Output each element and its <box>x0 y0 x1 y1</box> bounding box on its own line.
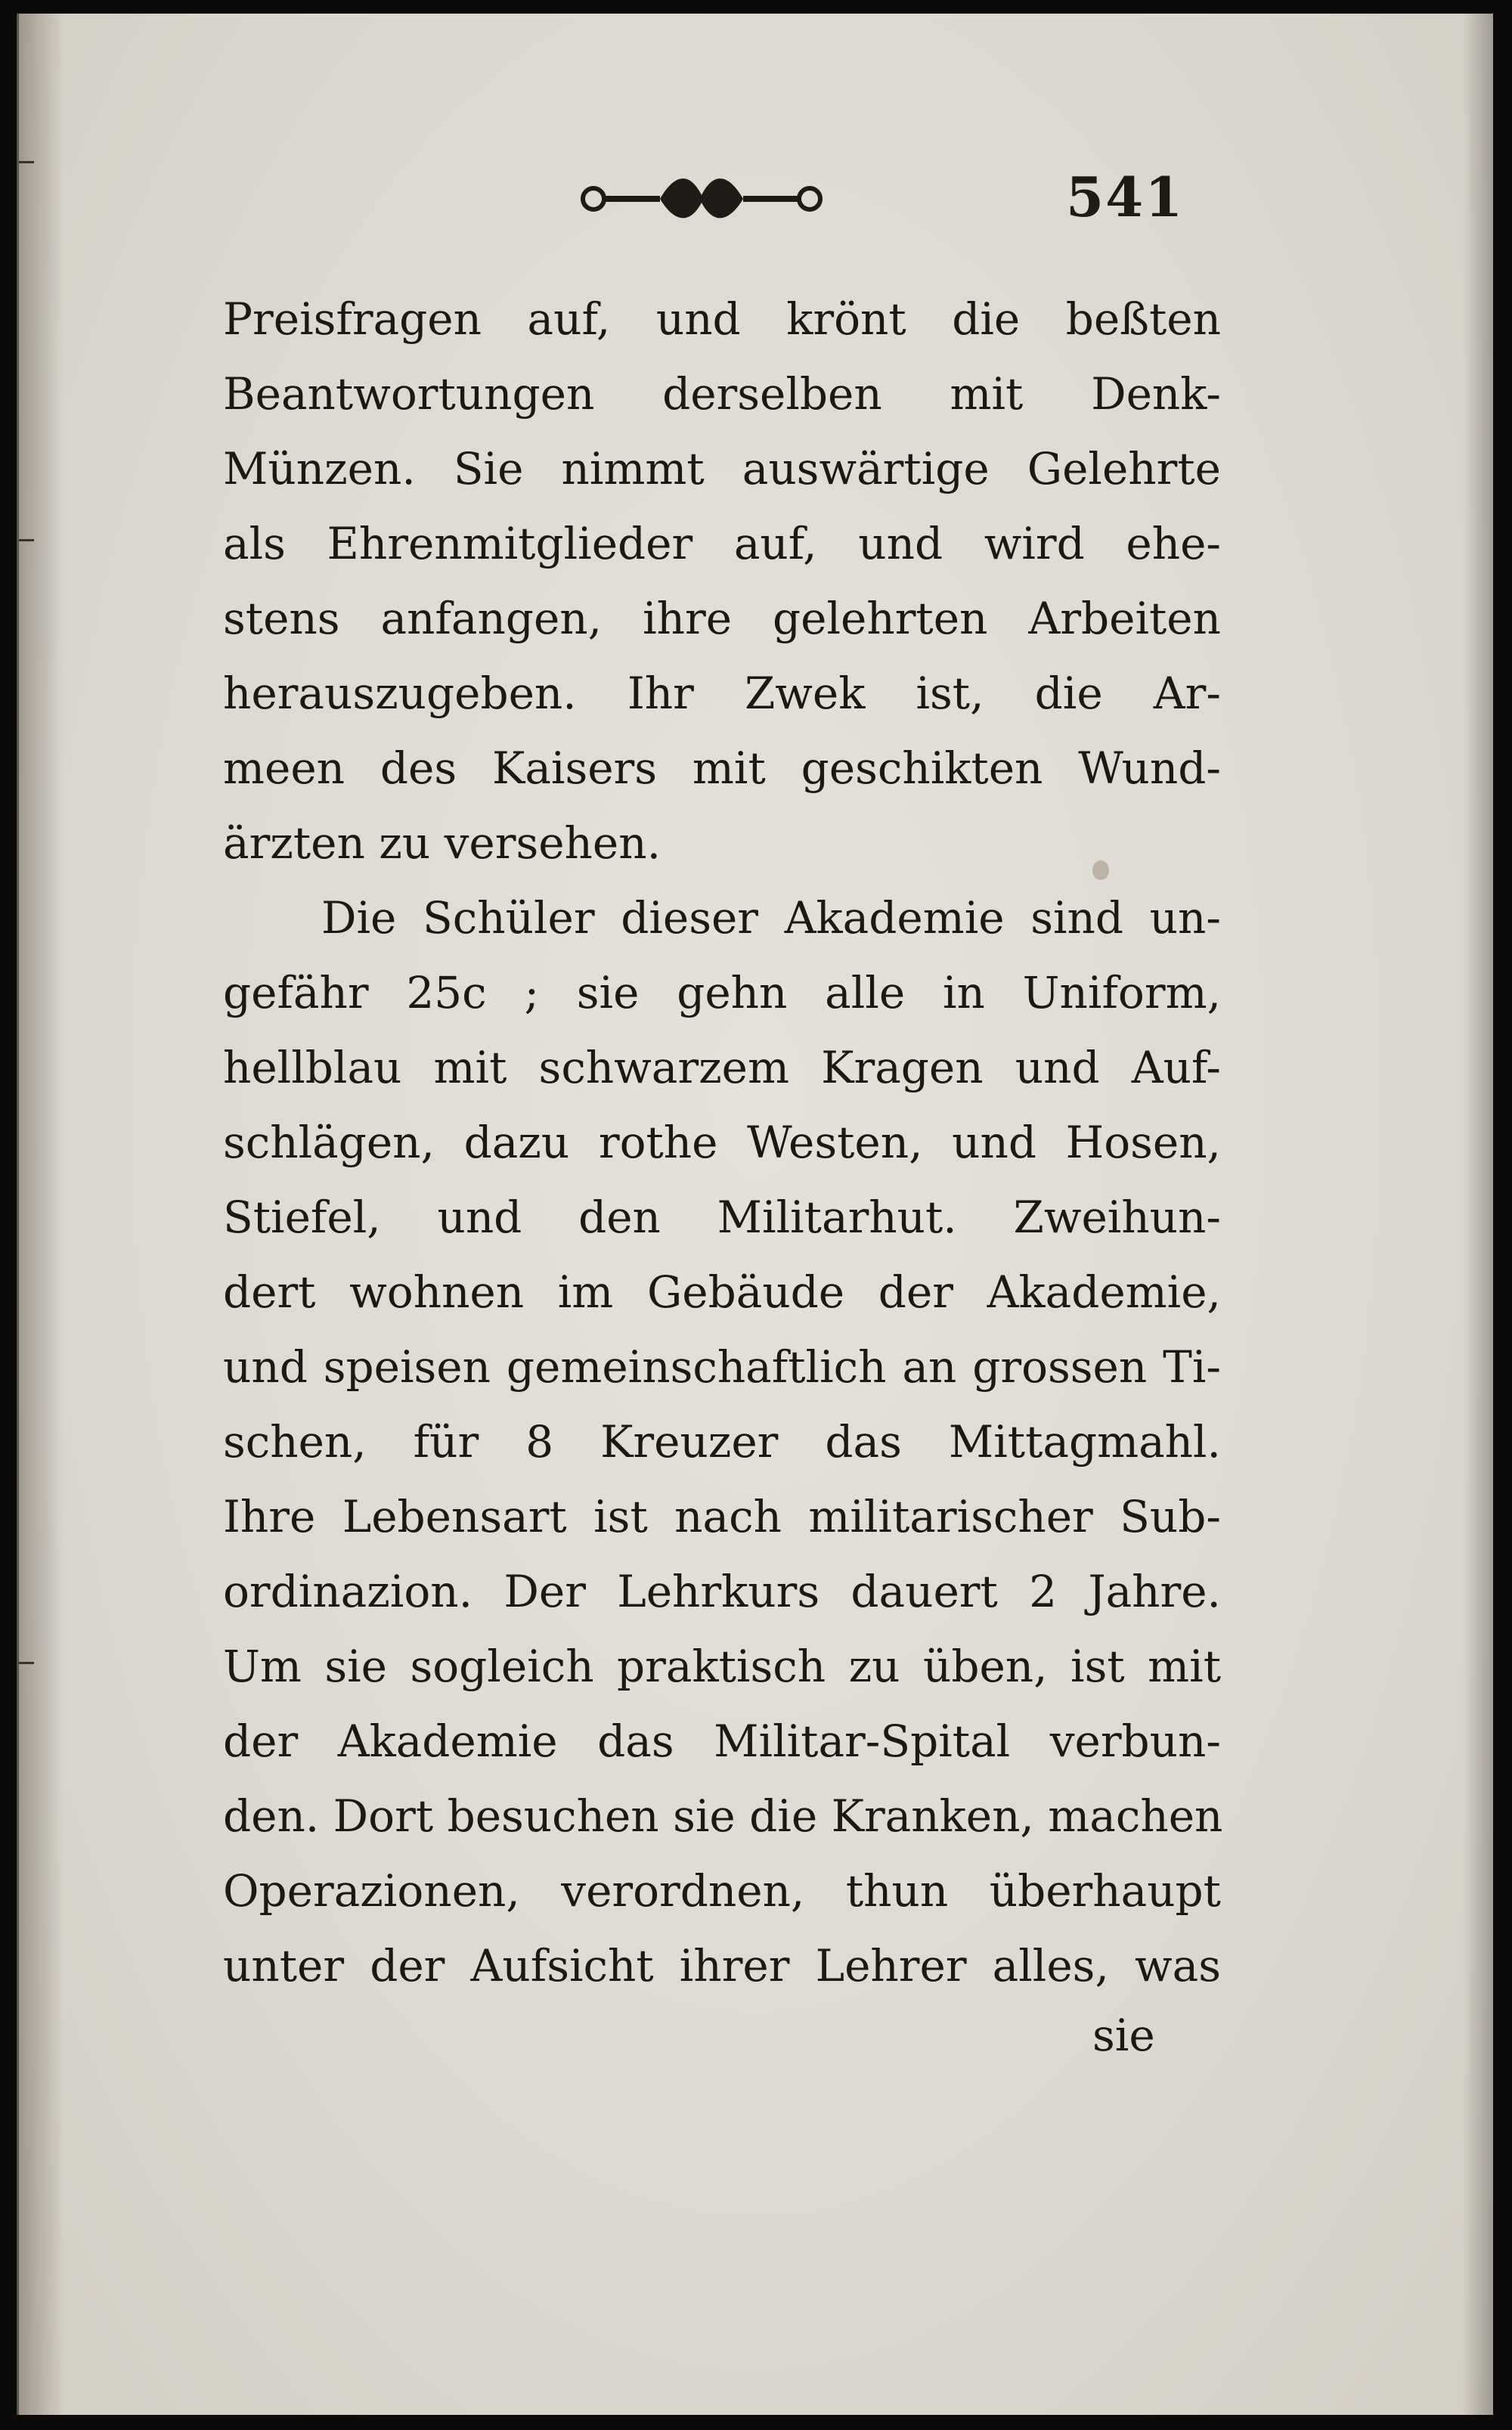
book-page <box>17 14 1493 2415</box>
page-header <box>19 165 1493 233</box>
text-line: Ihre Lebensart ist nach militarischer Sub- <box>223 1491 1221 1542</box>
text-line: meen des Kaisers mit geschikten Wund- <box>223 742 1221 794</box>
page-number: 541 <box>1066 165 1185 229</box>
text-line: Operazionen, verordnen, thun überhaupt <box>223 1865 1221 1917</box>
text-line: Münzen. Sie nimmt auswärtige Gelehrte <box>223 443 1221 494</box>
margin-mark <box>19 161 34 163</box>
text-line: den. Dort besuchen sie die Kranken, machen <box>223 1790 1223 1842</box>
text-line: Um sie sogleich praktisch zu üben, ist mit <box>223 1641 1221 1692</box>
text-line: hellblau mit schwarzem Kragen und Auf- <box>223 1042 1221 1093</box>
ornament-rule-icon <box>577 165 826 233</box>
page-gutter-shadow <box>1463 14 1493 2415</box>
text-line: der Akademie das Militar-Spital verbun- <box>223 1716 1221 1767</box>
text-line: schlägen, dazu rothe Westen, und Hosen, <box>223 1117 1221 1168</box>
text-line: und speisen gemeinschaftlich an grossen Ti- <box>223 1341 1221 1393</box>
text-line: schen, für 8 Kreuzer das Mittagmahl. <box>223 1416 1221 1468</box>
text-line: gefähr 25c ; sie gehn alle in Uniform, <box>223 967 1221 1018</box>
text-line: dert wohnen im Gebäude der Akademie, <box>223 1266 1221 1318</box>
page-edge-shadow <box>19 14 64 2415</box>
margin-mark <box>19 1662 34 1664</box>
text-line: Beantwortungen derselben mit Denk- <box>223 368 1221 420</box>
margin-mark <box>19 539 34 541</box>
catchword: sie <box>1092 2010 1155 2061</box>
text-line: Die Schüler dieser Akademie sind un- <box>321 892 1221 944</box>
text-line: als Ehrenmitglieder auf, und wird ehe- <box>223 518 1221 569</box>
text-line: stens anfangen, ihre gelehrten Arbeiten <box>223 593 1221 644</box>
body-text <box>223 282 1221 2004</box>
text-line: ärzten zu versehen. <box>223 817 662 869</box>
text-line: herauszugeben. Ihr Zwek ist, die Ar- <box>223 668 1221 719</box>
text-line: Stiefel, und den Militarhut. Zweihun- <box>223 1192 1221 1243</box>
text-line: unter der Aufsicht ihrer Lehrer alles, was <box>223 1940 1221 1991</box>
text-line: Preisfragen auf, und krönt die beßten <box>223 293 1221 345</box>
text-line: ordinazion. Der Lehrkurs dauert 2 Jahre. <box>223 1566 1221 1617</box>
